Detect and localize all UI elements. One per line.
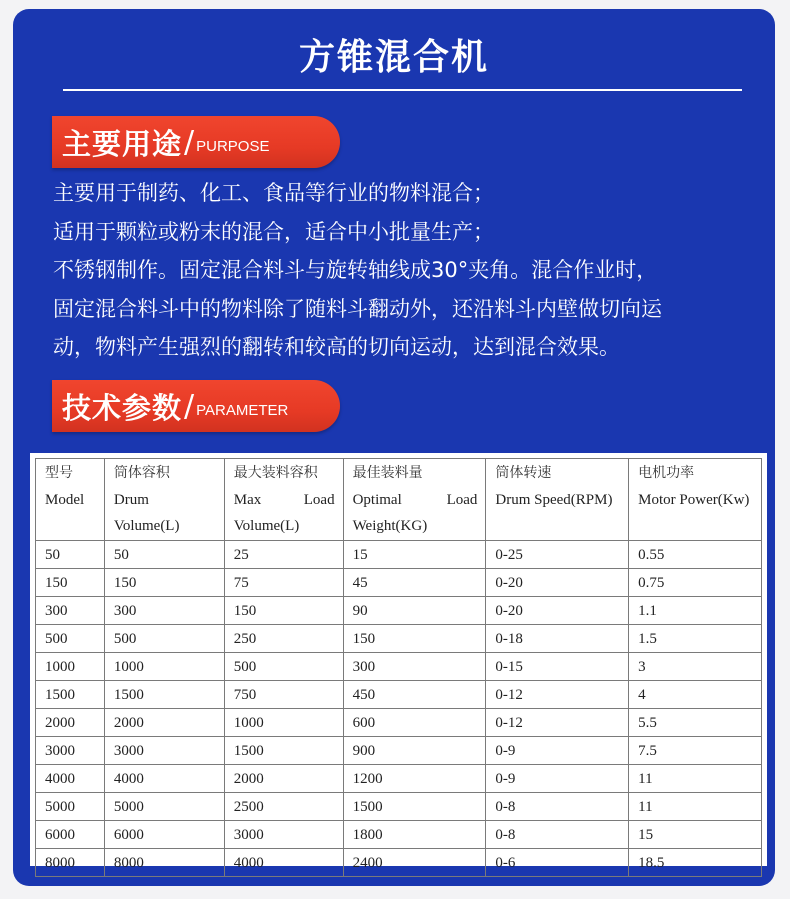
table-row	[36, 652, 762, 680]
purpose-line: 适用于颗粒或粉末的混合，适合中小批量生产；	[53, 219, 494, 244]
product-panel	[13, 9, 775, 886]
page-title: 方锥混合机	[298, 37, 489, 78]
cell-optimal-load-weight: 600	[343, 708, 486, 736]
table-row	[36, 764, 762, 792]
purpose-section-tag	[52, 116, 340, 168]
cell-drum-volume: 2000	[104, 708, 224, 736]
cell-optimal-load-weight: 900	[343, 736, 486, 764]
cell-model: 8000	[36, 848, 105, 876]
cell-max-load-volume: 500	[224, 652, 343, 680]
table-row	[36, 736, 762, 764]
cell-motor-power: 1.1	[629, 596, 762, 624]
cell-max-load-volume: 150	[224, 596, 343, 624]
cell-model: 1000	[36, 652, 105, 680]
cell-motor-power: 18.5	[629, 848, 762, 876]
cell-drum-speed: 0-15	[486, 652, 629, 680]
cell-model: 6000	[36, 820, 105, 848]
table-row	[36, 624, 762, 652]
cell-max-load-volume: 4000	[224, 848, 343, 876]
cell-model: 4000	[36, 764, 105, 792]
cell-drum-speed: 0-12	[486, 708, 629, 736]
cell-max-load-volume: 750	[224, 680, 343, 708]
parameter-slash: /	[184, 388, 195, 424]
cell-drum-volume: 5000	[104, 792, 224, 820]
cell-drum-speed: 0-8	[486, 792, 629, 820]
table-row	[36, 596, 762, 624]
cell-motor-power: 5.5	[629, 708, 762, 736]
cell-model: 1500	[36, 680, 105, 708]
purpose-line: 固定混合料斗中的物料除了随料斗翻动外，还沿料斗内壁做切向运	[53, 296, 662, 321]
header-motor-power: 电机功率 Motor Power(Kw)	[629, 459, 762, 541]
cell-model: 300	[36, 596, 105, 624]
header-max-load-volume: 最大装料容积 Max Load Volume(L)	[224, 459, 343, 541]
cell-model: 150	[36, 568, 105, 596]
purpose-line: 主要用于制药、化工、食品等行业的物料混合；	[53, 181, 494, 205]
cell-max-load-volume: 25	[224, 540, 343, 568]
cell-drum-volume: 150	[104, 568, 224, 596]
cell-max-load-volume: 1500	[224, 736, 343, 764]
purpose-line: 不锈钢制作。固定混合料斗与旋转轴线成30°夹角。混合作业时，	[53, 258, 658, 282]
cell-drum-speed: 0-8	[486, 820, 629, 848]
cell-optimal-load-weight: 450	[343, 680, 486, 708]
purpose-slash: /	[184, 124, 195, 160]
cell-optimal-load-weight: 1500	[343, 792, 486, 820]
header-model: 型号 Model	[36, 459, 105, 541]
cell-drum-volume: 1000	[104, 652, 224, 680]
cell-drum-volume: 1500	[104, 680, 224, 708]
cell-drum-speed: 0-9	[486, 764, 629, 792]
parameter-label-cn: 技术参数	[62, 390, 183, 425]
parameter-table	[35, 458, 762, 877]
cell-motor-power: 7.5	[629, 736, 762, 764]
purpose-line: 动，物料产生强烈的翻转和较高的切向运动，达到混合效果。	[53, 335, 620, 359]
header-optimal-load-weight: 最佳装料量 Optimal Load Weight(KG)	[343, 459, 486, 541]
parameter-label-en: PARAMETER	[196, 401, 289, 419]
cell-drum-speed: 0-20	[486, 568, 629, 596]
header-drum-volume: 筒体容积 Drum Volume(L)	[104, 459, 224, 541]
table-header-row	[36, 459, 762, 541]
cell-motor-power: 4	[629, 680, 762, 708]
header-drum-speed: 筒体转速 Drum Speed(RPM)	[486, 459, 629, 541]
cell-optimal-load-weight: 1200	[343, 764, 486, 792]
cell-motor-power: 0.75	[629, 568, 762, 596]
cell-max-load-volume: 2500	[224, 792, 343, 820]
table-row	[36, 820, 762, 848]
cell-max-load-volume: 3000	[224, 820, 343, 848]
cell-optimal-load-weight: 1800	[343, 820, 486, 848]
title-divider	[63, 89, 742, 91]
cell-max-load-volume: 250	[224, 624, 343, 652]
cell-max-load-volume: 75	[224, 568, 343, 596]
cell-drum-volume: 500	[104, 624, 224, 652]
cell-drum-speed: 0-20	[486, 596, 629, 624]
cell-drum-speed: 0-25	[486, 540, 629, 568]
table-row	[36, 848, 762, 876]
cell-motor-power: 11	[629, 764, 762, 792]
table-row	[36, 792, 762, 820]
cell-max-load-volume: 1000	[224, 708, 343, 736]
cell-optimal-load-weight: 300	[343, 652, 486, 680]
cell-drum-volume: 3000	[104, 736, 224, 764]
cell-model: 50	[36, 540, 105, 568]
cell-drum-volume: 8000	[104, 848, 224, 876]
cell-optimal-load-weight: 45	[343, 568, 486, 596]
table-row	[36, 680, 762, 708]
cell-drum-volume: 300	[104, 596, 224, 624]
cell-drum-speed: 0-12	[486, 680, 629, 708]
parameter-section-tag	[52, 380, 340, 432]
purpose-label-cn: 主要用途	[62, 126, 183, 161]
cell-model: 2000	[36, 708, 105, 736]
table-row	[36, 568, 762, 596]
cell-motor-power: 15	[629, 820, 762, 848]
cell-drum-speed: 0-18	[486, 624, 629, 652]
cell-drum-speed: 0-9	[486, 736, 629, 764]
cell-optimal-load-weight: 150	[343, 624, 486, 652]
purpose-description	[53, 174, 763, 367]
cell-motor-power: 3	[629, 652, 762, 680]
table-body	[36, 540, 762, 876]
cell-optimal-load-weight: 2400	[343, 848, 486, 876]
cell-motor-power: 0.55	[629, 540, 762, 568]
table-row	[36, 708, 762, 736]
table-row	[36, 540, 762, 568]
cell-model: 5000	[36, 792, 105, 820]
parameter-table-card	[30, 453, 767, 871]
cell-drum-volume: 50	[104, 540, 224, 568]
cell-optimal-load-weight: 90	[343, 596, 486, 624]
cell-max-load-volume: 2000	[224, 764, 343, 792]
cell-motor-power: 11	[629, 792, 762, 820]
cell-drum-volume: 6000	[104, 820, 224, 848]
cell-drum-speed: 0-6	[486, 848, 629, 876]
purpose-label-en: PURPOSE	[196, 137, 270, 155]
cell-model: 500	[36, 624, 105, 652]
cell-model: 3000	[36, 736, 105, 764]
cell-motor-power: 1.5	[629, 624, 762, 652]
cell-optimal-load-weight: 15	[343, 540, 486, 568]
cell-drum-volume: 4000	[104, 764, 224, 792]
